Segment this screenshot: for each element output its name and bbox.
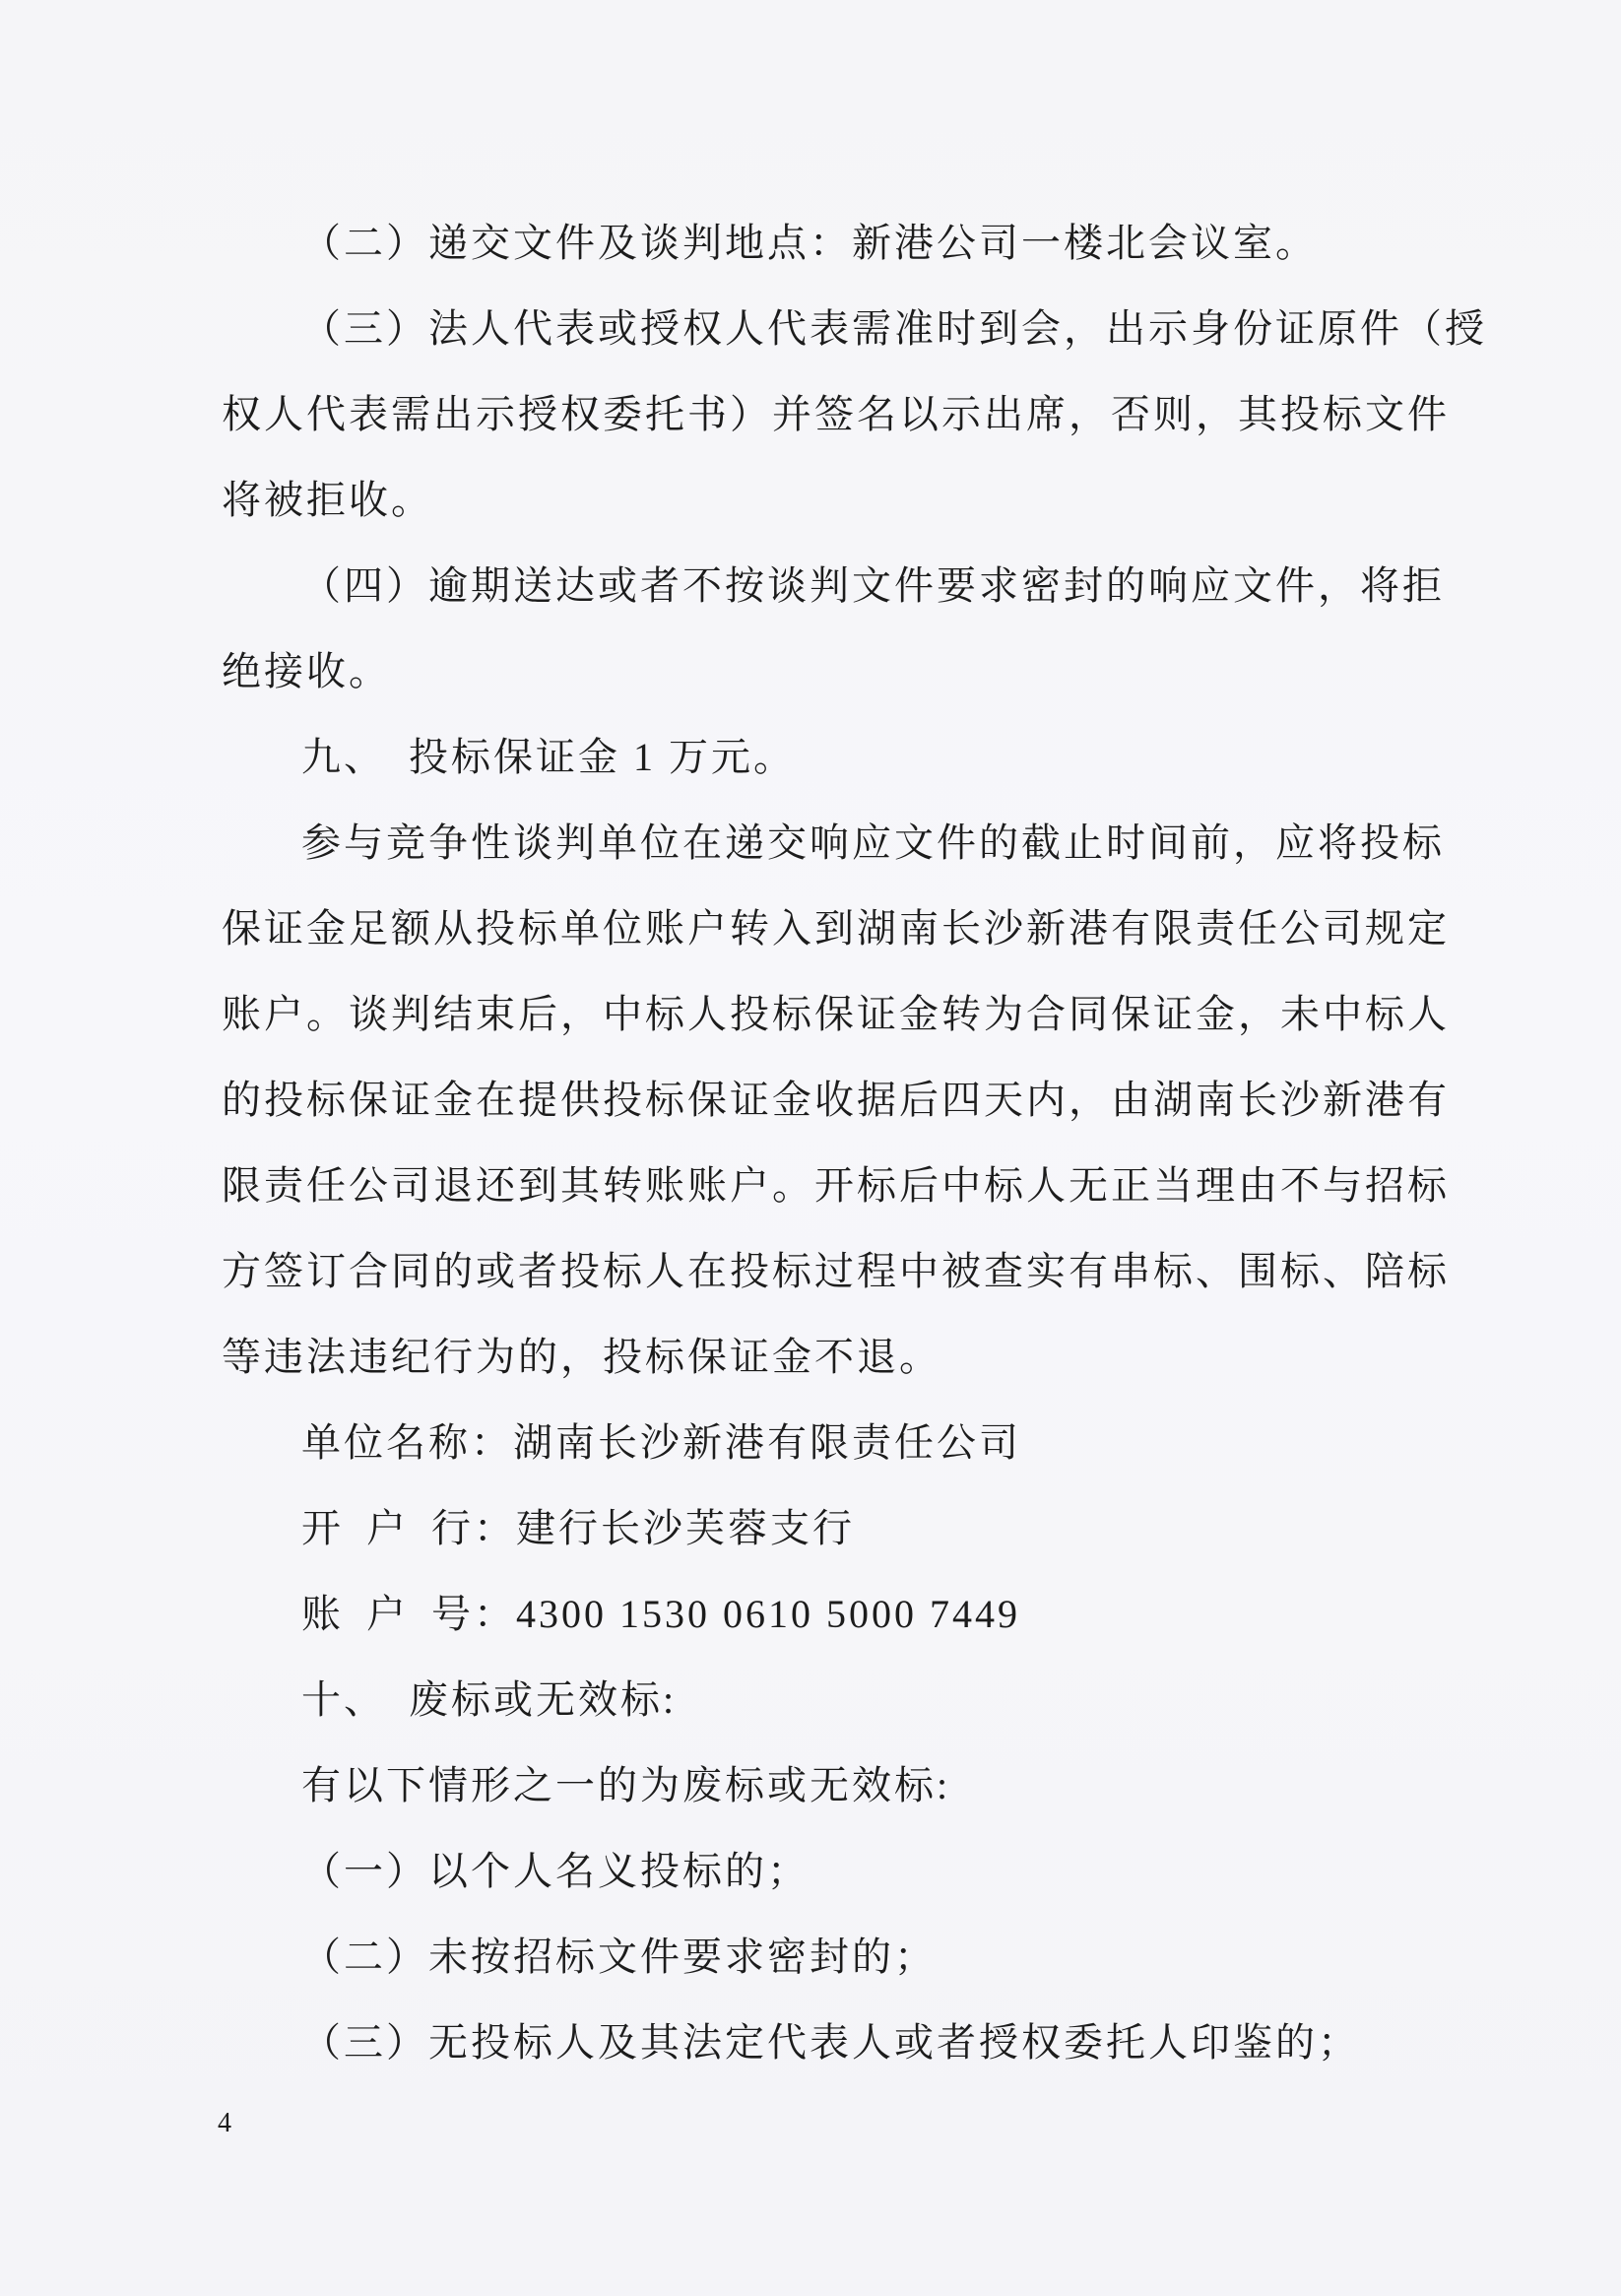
- text-line-deposit-para-2: 保证金足额从投标单位账户转入到湖南长沙新港有限责任公司规定: [222, 906, 1450, 951]
- text-line-item-3-end: 将被拒收。: [222, 478, 433, 522]
- section-9-heading: 九、 投标保证金 1 万元。: [301, 735, 796, 779]
- invalid-bid-case-1: （一）以个人名义投标的；: [301, 1849, 810, 1893]
- text-line-item-3-start: （三）法人代表或授权人代表需准时到会，出示身份证原件（授: [301, 306, 1487, 351]
- invalid-bid-intro-line: 有以下情形之一的为废标或无效标:: [301, 1763, 951, 1807]
- section-10-heading: 十、 废标或无效标:: [301, 1677, 678, 1722]
- text-line-item-3-cont: 权人代表需出示授权委托书）并签名以示出席，否则，其投标文件: [222, 392, 1450, 436]
- text-line-deposit-para-start: 参与竞争性谈判单位在递交响应文件的截止时间前，应将投标: [301, 820, 1445, 865]
- bank-name-line: 开 户 行：建行长沙芙蓉支行: [301, 1506, 855, 1550]
- text-line-item-2-location: （二）递交文件及谈判地点：新港公司一楼北会议室。: [301, 221, 1318, 265]
- invalid-bid-case-3: （三）无投标人及其法定代表人或者授权委托人印鉴的；: [301, 2020, 1360, 2065]
- text-line-deposit-para-4: 的投标保证金在提供投标保证金收据后四天内，由湖南长沙新港有: [222, 1078, 1450, 1122]
- account-number-line: 账 户 号：4300 1530 0610 5000 7449: [301, 1592, 1020, 1636]
- page-number: 4: [218, 2108, 231, 2138]
- document-body: [222, 200, 1492, 2085]
- text-line-item-4-end: 绝接收。: [222, 649, 391, 693]
- text-line-deposit-para-3: 账户。谈判结束后，中标人投标保证金转为合同保证金，未中标人: [222, 992, 1450, 1036]
- text-line-item-4-start: （四）逾期送达或者不按谈判文件要求密封的响应文件，将拒: [301, 563, 1445, 608]
- text-line-deposit-para-end: 等违法违纪行为的，投标保证金不退。: [222, 1335, 941, 1379]
- invalid-bid-case-2: （二）未按招标文件要求密封的；: [301, 1935, 937, 1979]
- company-name-line: 单位名称：湖南长沙新港有限责任公司: [301, 1420, 1021, 1465]
- text-line-deposit-para-6: 方签订合同的或者投标人在投标过程中被查实有串标、围标、陪标: [222, 1249, 1450, 1293]
- text-line-deposit-para-5: 限责任公司退还到其转账账户。开标后中标人无正当理由不与招标: [222, 1163, 1450, 1208]
